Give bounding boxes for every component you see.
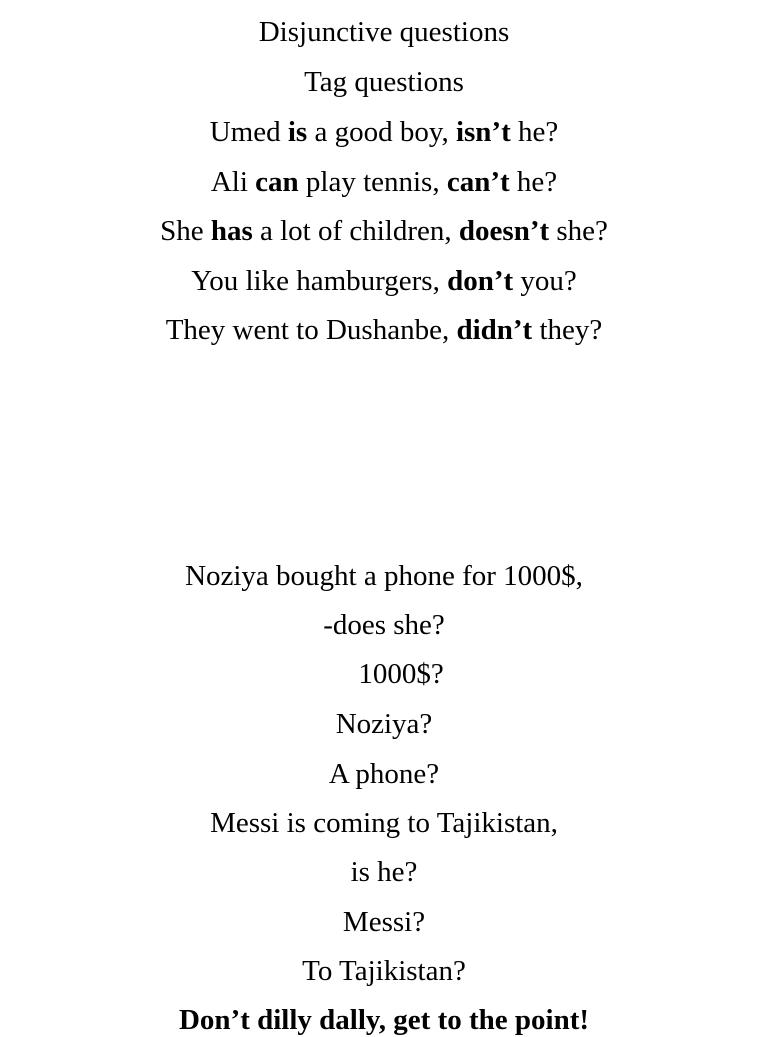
- tag-verb: isn’t: [455, 116, 511, 148]
- title-disjunctive-questions: Disjunctive questions: [258, 16, 510, 48]
- example-line-3: [0, 214, 768, 248]
- auxiliary-verb: has: [210, 215, 253, 247]
- final-statement: Don’t dilly dally, get to the point!: [178, 1004, 590, 1036]
- example-line-2: [0, 165, 768, 199]
- question-a-phone: A phone?: [328, 758, 440, 790]
- example-text: You like hamburgers,: [191, 265, 448, 297]
- statement-messi: Messi is coming to Tajikistan,: [210, 807, 558, 839]
- example-text: Umed: [209, 116, 288, 148]
- example-text: Ali: [210, 166, 256, 198]
- tag-pronoun: he?: [510, 116, 559, 148]
- example-line-5: [0, 313, 768, 347]
- example-line-1: [0, 115, 768, 149]
- tag-verb: don’t: [447, 265, 514, 297]
- example-text: play tennis,: [298, 166, 447, 198]
- tag-pronoun: they?: [532, 314, 603, 346]
- example-text: She: [160, 215, 211, 247]
- question-to-tajikistan: To Tajikistan?: [302, 955, 466, 987]
- example-line-4: [0, 264, 768, 298]
- tag-verb: doesn’t: [458, 215, 550, 247]
- title-tag-questions: Tag questions: [304, 66, 464, 98]
- example-text: a lot of children,: [252, 215, 459, 247]
- question-1000: 1000$?: [358, 658, 444, 690]
- tag-verb: can’t: [446, 166, 510, 198]
- auxiliary-verb: can: [255, 166, 299, 198]
- tag-pronoun: you?: [513, 265, 577, 297]
- example-text: They went to Dushanbe,: [165, 314, 457, 346]
- example-text: a good boy,: [307, 116, 456, 148]
- question-messi: Messi?: [342, 906, 426, 938]
- auxiliary-verb: is: [287, 116, 308, 148]
- question-noziya: Noziya?: [335, 708, 433, 740]
- tag-does-she: -does she?: [323, 609, 445, 641]
- tag-pronoun: she?: [549, 215, 608, 247]
- tag-verb: didn’t: [456, 314, 533, 346]
- statement-noziya: Noziya bought a phone for 1000$,: [185, 560, 583, 592]
- tag-is-he: is he?: [350, 856, 418, 888]
- tag-pronoun: he?: [509, 166, 558, 198]
